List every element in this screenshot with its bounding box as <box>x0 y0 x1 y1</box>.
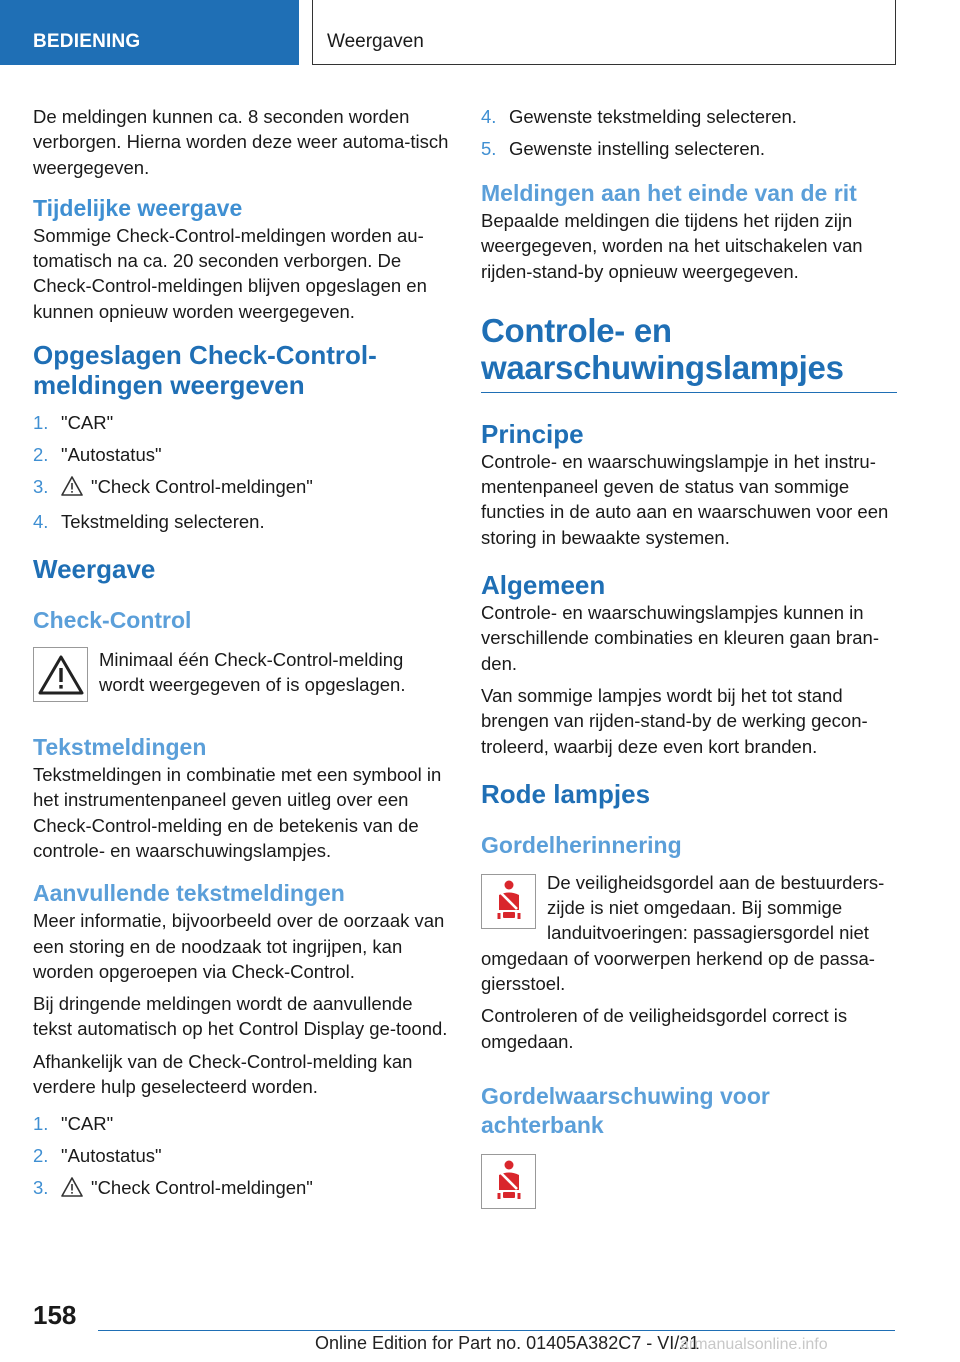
chapter-heading-line2: waarschuwingslampjes <box>481 348 844 386</box>
tijdelijke-paragraph: Sommige Check-Control-meldingen worden au-tomatisch na ca. 20 seconden verborgen. De Check-Control-meldingen blijven opgeslagen en kunnen opnieuw worden weergegeven. <box>33 224 427 322</box>
chapter-heading <box>481 312 897 386</box>
aanvullende-paragraph-2: Bij dringende meldingen wordt de aanvullende tekst automatisch op het Control Display ge-toond. <box>33 993 448 1040</box>
steps-list-continued <box>481 104 897 161</box>
principe-paragraph: Controle- en waarschuwingslampje in het instru-mentenpaneel geven de status van sommige functies in de auto aan en waarschuwen voor een storing in bewaakte systemen. <box>481 450 889 548</box>
check-control-block <box>33 647 449 707</box>
heading-gordelwaarschuwing-achterbank <box>481 1082 897 1140</box>
right-column <box>481 104 897 1214</box>
tekstmeldingen-paragraph: Tekstmeldingen in combinatie met een symbool in het instrumentenpaneel geven uitleg over een Check-Control-melding en de betekenis van de controle- en waarschuwingslampjes. <box>33 764 442 861</box>
list-item: 2. "Autostatus" <box>33 444 162 466</box>
heading-aanvullende: Aanvullende tekstmeldingen <box>33 880 345 907</box>
achterbank-icon-block <box>481 1154 897 1214</box>
steps-list-2 <box>33 1111 449 1203</box>
heading-tekstmeldingen: Tekstmeldingen <box>33 734 207 761</box>
einde-paragraph: Bepaalde meldingen die tijdens het rijden zijn weergegeven, worden na het uitschakelen van rijden-stand-by opnieuw weergegeven. <box>481 210 863 282</box>
list-item: 3. "Check Control-meldingen" <box>33 474 449 502</box>
steps-list-1 <box>33 410 449 534</box>
algemeen-paragraph-2: Van sommige lampjes wordt bij het tot stand brengen van rijden-stand-by de werking gecon-troleerd, waarbij deze even kort branden. <box>481 684 868 757</box>
heading-principe: Principe <box>481 418 584 449</box>
seatbelt-rear-warning-icon <box>481 1154 536 1209</box>
heading-opgeslagen <box>33 340 449 400</box>
seatbelt-warning-icon <box>481 874 536 929</box>
list-item: 5. Gewenste instelling selecteren. <box>481 138 766 159</box>
heading-gordelherinnering: Gordelherinnering <box>481 831 682 858</box>
warning-triangle-icon <box>61 476 83 502</box>
warning-triangle-icon <box>61 1177 83 1203</box>
watermark: armanualsonline.info <box>680 1336 828 1353</box>
heading-check-control: Check-Control <box>33 607 192 634</box>
heading-achter-line2: achterbank <box>481 1111 604 1138</box>
gordel-paragraph-a: De veiligheidsgordel aan de bestuurders-zijde is niet omgedaan. Bij sommige landuitvoeringen: passagiersgordel niet <box>547 871 885 944</box>
heading-opgeslagen-line1: Opgeslagen Check-Control- <box>33 340 377 371</box>
list-item: 1. "CAR" <box>33 412 114 434</box>
list-item: 3. "Check Control-meldingen" <box>33 1175 449 1203</box>
page-number: 158 <box>33 1300 77 1330</box>
gordel-paragraph-b: omgedaan of voorwerpen herkend op de passa-giersstoel. <box>481 947 875 995</box>
left-column <box>33 104 449 1210</box>
section-tab: BEDIENING <box>0 0 299 65</box>
heading-weergave: Weergave <box>33 554 156 585</box>
aanvullende-paragraph-1: Meer informatie, bijvoorbeeld over de oorzaak van een storing en de noodzaak tot ingrijpen, kan worden opgeroepen via Check-Control. <box>33 910 445 982</box>
list-item: 4. Gewenste tekstmelding selecteren. <box>481 106 797 127</box>
chapter-heading-wrap <box>481 312 897 393</box>
gordel-block <box>481 870 897 1054</box>
check-control-paragraph: Minimaal één Check-Control-melding wordt weergegeven of is opgeslagen. <box>99 649 406 696</box>
list-item: 4. Tekstmelding selecteren. <box>33 511 265 533</box>
chapter-title: Weergaven <box>312 0 896 65</box>
list-item: 1. "CAR" <box>33 1113 114 1135</box>
warning-triangle-icon <box>33 647 88 702</box>
heading-achter-line1: Gordelwaarschuwing voor <box>481 1082 770 1109</box>
heading-opgeslagen-line2: meldingen weergeven <box>33 370 305 401</box>
list-item: 2. "Autostatus" <box>33 1145 162 1167</box>
footer-edition: Online Edition for Part no. 01405A382C7 - VI/21 <box>315 1333 700 1353</box>
algemeen-paragraph-1: Controle- en waarschuwingslampjes kunnen in verschillende combinaties en kleuren gaan bran-den. <box>481 602 879 674</box>
heading-algemeen: Algemeen <box>481 570 606 601</box>
intro-paragraph: De meldingen kunnen ca. 8 seconden worden verborgen. Hierna worden deze weer automa-tisch weergegeven. <box>33 106 449 178</box>
footer-rule <box>98 1330 895 1331</box>
heading-rode-lampjes: Rode lampjes <box>481 778 651 809</box>
heading-meldingen-einde-rit: Meldingen aan het einde van de rit <box>481 180 857 206</box>
chapter-heading-line1: Controle- en <box>481 311 672 349</box>
heading-tijdelijke-weergave: Tijdelijke weergave <box>33 194 243 221</box>
aanvullende-paragraph-3: Afhankelijk van de Check-Control-melding kan verdere hulp geselecteerd worden. <box>33 1050 413 1098</box>
gordel-paragraph-2: Controleren of de veiligheidsgordel correct is omgedaan. <box>481 1005 848 1052</box>
